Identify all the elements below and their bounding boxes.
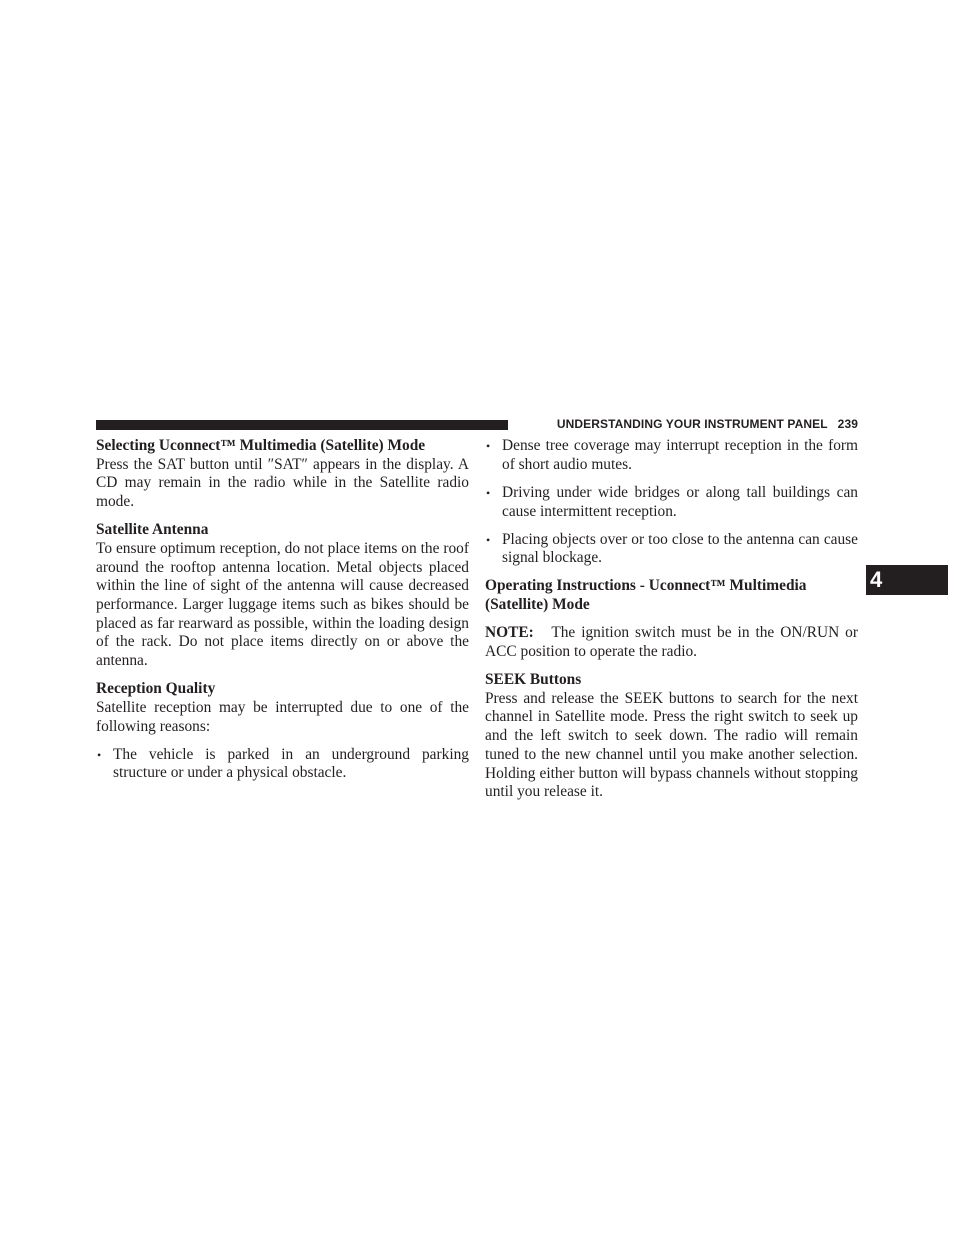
bullet-icon: •	[97, 747, 102, 762]
note-label: NOTE:	[485, 624, 534, 642]
list-item	[485, 437, 858, 474]
page-number: 239	[837, 417, 858, 431]
list-item-text: Dense tree coverage may interrupt reception in the form of short audio mutes.	[502, 437, 858, 473]
bullet-icon: •	[486, 439, 491, 453]
section-title: UNDERSTANDING YOUR INSTRUMENT PANEL	[556, 417, 828, 431]
bullet-list	[96, 746, 469, 783]
paragraph-selecting-satellite-mode: Press the SAT button until ″SAT″ appears in the display. A CD may remain in the radio while in the Satellite radio mode.	[96, 455, 469, 511]
list-item-text: Placing objects over or too close to the antenna can cause signal blockage.	[502, 530, 858, 567]
heading-selecting-satellite-mode: Selecting Uconnect™ Multimedia (Satellite) Mode	[96, 437, 426, 454]
paragraph-seek-buttons: Press and release the SEEK buttons to search for the next channel in Satellite mode. Press the right switch to seek up and the left switch to seek down. The radio will remain tuned to the new channel until you make another selection. Holding either button will bypass channels without stopping until you release it.	[485, 689, 858, 801]
list-item-text: The vehicle is parked in an underground parking structure or under a physical obstacle.	[113, 745, 469, 782]
list-item	[485, 531, 858, 568]
list-item	[96, 746, 469, 783]
header-rule	[96, 420, 508, 430]
note-text: The ignition switch must be in the ON/RUN or ACC position to operate the radio.	[485, 624, 858, 660]
paragraph-satellite-antenna: To ensure optimum reception, do not place items on the roof around the rooftop antenna location. Metal objects placed within the line of sight of the antenna will cause decreased performance. Larger luggage items such as bikes should be placed as far rearward as possible, within the loading design of the rack. Do not place items directly on or above the antenna.	[96, 539, 469, 670]
list-item	[485, 484, 858, 521]
heading-seek-buttons: SEEK Buttons	[485, 670, 582, 688]
list-item-text: Driving under wide bridges or along tall buildings can cause intermittent reception.	[502, 483, 858, 520]
paragraph-reception-quality: Satellite reception may be interrupted due to one of the following reasons:	[96, 698, 469, 735]
bullet-list	[485, 437, 858, 568]
heading-operating-instructions: Operating Instructions - Uconnect™ Multimedia (Satellite) Mode	[485, 577, 807, 614]
bullet-icon: •	[486, 532, 491, 547]
left-column	[96, 437, 469, 783]
right-column	[485, 437, 858, 802]
bullet-icon: •	[486, 485, 491, 500]
chapter-tab: 4	[866, 565, 948, 595]
note-paragraph	[485, 624, 858, 661]
running-header	[514, 417, 858, 431]
heading-reception-quality: Reception Quality	[96, 680, 216, 698]
heading-satellite-antenna: Satellite Antenna	[96, 521, 209, 539]
